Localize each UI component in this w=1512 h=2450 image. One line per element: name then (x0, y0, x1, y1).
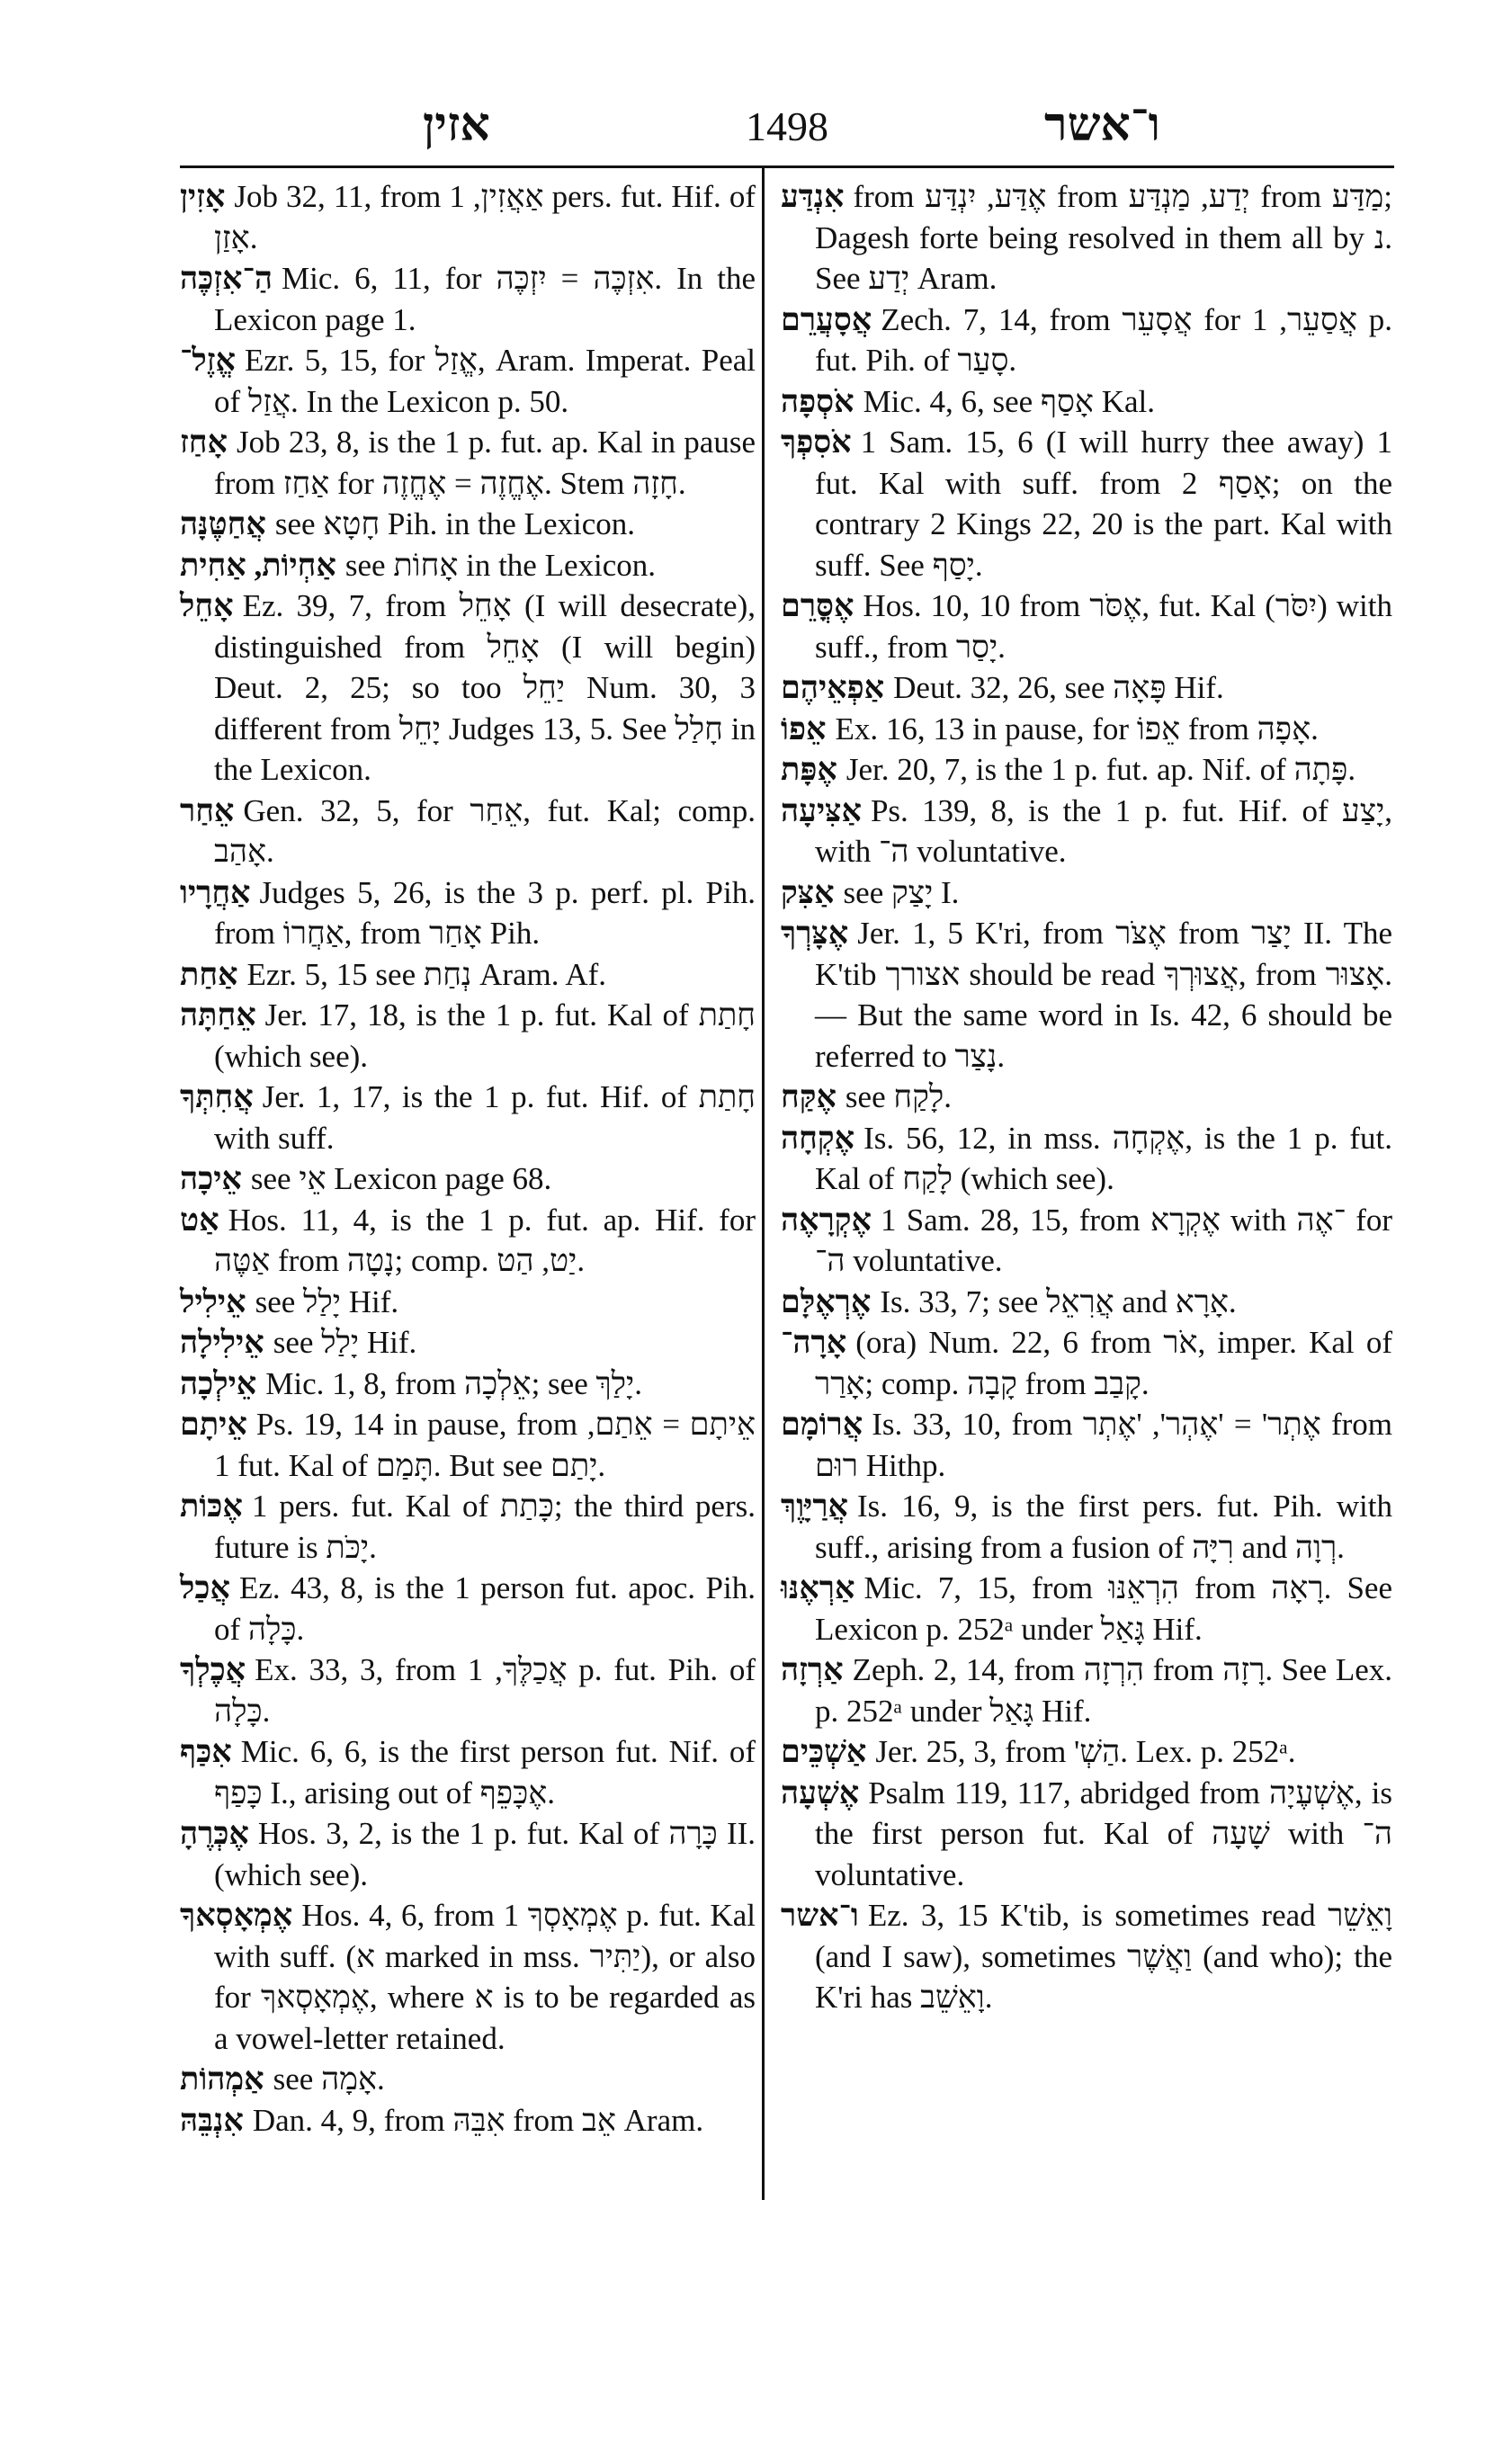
dictionary-entry (781, 422, 1392, 586)
entry-headword: אֲרוֹמָם (781, 1407, 863, 1442)
dictionary-entry (781, 300, 1392, 381)
entry-headword: אֶרְאֶלָּם (781, 1283, 872, 1319)
dictionary-entry (180, 1322, 756, 1364)
entry-definition: see לָקַח. (845, 1079, 952, 1114)
entry-headword: אָזִין (180, 179, 226, 214)
dictionary-entry (781, 1731, 1392, 1773)
entry-definition: 1 Sam. 28, 15, from אֶקְרָא with ־אֶה for ה־ voluntative. (815, 1202, 1393, 1278)
entry-headword: אַפְאֵיהֶם (781, 670, 885, 705)
entry-definition: Ex. 16, 13 in pause, for אֵפוֹ from אָפָה. (835, 711, 1319, 747)
header-rule (180, 165, 1394, 168)
entry-headword: אַצִּיעָה (781, 792, 862, 828)
entry-definition: Mic. 7, 15, from הִרְאֵנּוּ from רָאָה. See Lexicon p. 252ᵃ under גָּאַל Hif. (815, 1570, 1392, 1647)
header-last-word: ו־אשר (1044, 100, 1160, 151)
dictionary-entry (781, 1118, 1392, 1200)
entry-definition: Hos. 11, 4, is the 1 p. fut. ap. Hif. for אַטֶּה from נָטָה; comp. יַט, הַט. (214, 1202, 756, 1278)
entry-headword: אַחֲרָיו (180, 874, 251, 910)
dictionary-entry (781, 1200, 1392, 1282)
entry-headword: אֶפָּת (781, 752, 837, 787)
entry-headword: אֶמְאָסְאךָ (180, 1898, 293, 1933)
entry-definition: 1 pers. fut. Kal of כָּתַת; the third pers. future is יָכֹּת. (214, 1489, 756, 1565)
entry-definition: Ezr. 5, 15, for אֱזַל, Aram. Imperat. Peal of אֲזַל. In the Lexicon p. 50. (214, 343, 756, 419)
entry-headword: אֶקְרָאֶה (781, 1202, 872, 1238)
entry-definition: see יָלַל Hif. (255, 1283, 399, 1319)
entry-definition: Hos. 4, 6, from אֶמְאָסְךָ 1 p. fut. Kal with suff. (א marked in mss. יַתִּיר), or also for אֶמְאָסְאךָ, where א is to be regarded as a vowel-letter retained. (214, 1898, 756, 2056)
dictionary-entry (781, 586, 1392, 667)
entry-headword: אֱזֶל־ (180, 343, 237, 378)
entry-definition: Jer. 25, 3, from 'הַשְׁ. Lex. p. 252ᵃ. (875, 1734, 1296, 1769)
entry-headword: אֶצָּרְךָ (781, 916, 849, 951)
entry-definition: Mic. 4, 6, see אָסַף Kal. (863, 383, 1155, 419)
dictionary-entry (781, 1773, 1392, 1896)
dictionary-entry (180, 1158, 756, 1200)
entry-definition: Dan. 4, 9, from אִבֵּהּ from אֵב Aram. (252, 2102, 704, 2138)
dictionary-entry (180, 1486, 756, 1568)
entry-definition: Judges 5, 26, is the 3 p. perf. pl. Pih. from אַחֲרוֹ, from אָחַר Pih. (214, 874, 756, 951)
entry-definition: see אֵי Lexicon page 68. (250, 1161, 552, 1196)
entry-headword: אֵיכָה (180, 1161, 242, 1196)
dictionary-entry (180, 1200, 756, 1282)
dictionary-entry (180, 1650, 756, 1731)
entry-headword: הַ־אִזְכֶּה (180, 261, 273, 296)
running-header (180, 99, 1394, 155)
entry-definition: Hos. 10, 10 from אֶסֹּר, fut. Kal (יִסֹּר) with suff., from יָסַר. (815, 588, 1392, 665)
header-first-word: אזין (423, 100, 490, 151)
dictionary-entry (180, 422, 756, 504)
entry-definition: (ora) Num. 22, 6 from אֹר, imper. Kal of אָרַר; comp. קָבָה from קָבַב. (815, 1325, 1392, 1401)
entry-definition: Gen. 32, 5, for אֵחַר, fut. Kal; comp. אָהַב. (214, 792, 756, 869)
dictionary-entry (781, 913, 1392, 1077)
entry-definition: Mic. 1, 8, from אֵלְכָה; see יָלַךְ. (265, 1365, 642, 1401)
entry-definition: see יָלַל Hif. (273, 1325, 417, 1360)
entry-definition: see חָטָא Pih. in the Lexicon. (274, 506, 636, 541)
dictionary-entry (180, 545, 756, 586)
entry-headword: אֲרַיָּוֶךְ (781, 1489, 848, 1524)
right-column (781, 176, 1392, 2018)
entry-definition: Ezr. 5, 15 see נְחַת Aram. Af. (246, 956, 607, 992)
dictionary-entry (180, 1077, 756, 1158)
entry-headword: אַמְהוֹת (180, 2061, 264, 2097)
entry-headword: אֵחַר (180, 792, 235, 828)
entry-headword: אֹסְפָה (781, 383, 854, 419)
entry-definition: Job 23, 8, is the 1 p. fut. ap. Kal in pause from אַחַז for אֶחֱזֶה = אֶחֱזֶה. Stem חָזָה. (214, 425, 756, 501)
dictionary-entry (781, 667, 1392, 709)
dictionary-entry (781, 749, 1392, 791)
entry-definition: Ez. 39, 7, from אָחֵל (I will desecrate), distinguished from אָחֵל (I will begin) Deut. 2, 25; so too יַחֵל Num. 30, 3 different from יָחֵל Judges 13, 5. See חָלַל in the Lexicon. (214, 588, 756, 787)
dictionary-entry (781, 1322, 1392, 1404)
dictionary-entry (781, 1650, 1392, 1731)
entry-definition: Ps. 139, 8, is the 1 p. fut. Hif. of יָצַע, with ה־ voluntative. (815, 792, 1392, 869)
entry-definition: Ez. 43, 8, is the 1 person fut. apoc. Pih. of כָּלָה. (214, 1570, 756, 1647)
entry-definition: Mic. 6, 6, is the first person fut. Nif. of כָּפַף I., arising out of אֶכָּפֵף. (214, 1734, 756, 1811)
entry-headword: אֵילְכָה (180, 1365, 257, 1401)
dictionary-entry (781, 1077, 1392, 1118)
entry-headword: אַרְזָה (781, 1652, 844, 1687)
entry-definition: Ez. 3, 15 K'tib, is sometimes read וָאֵשֵׁר (and I saw), sometimes וַאֲשֶׁר (and who); the K'ri has וָאֵשֵׁב. (815, 1898, 1392, 2015)
entry-headword: אָרָה־ (781, 1325, 847, 1360)
entry-definition: Is. 16, 9, is the first pers. fut. Pih. with suff., arising from a fusion of רִיָּה and רְוָה. (815, 1489, 1392, 1565)
page-number: 1498 (746, 103, 828, 149)
dictionary-entry (781, 1568, 1392, 1650)
entry-definition: 1 Sam. 15, 6 (I will hurry thee away) 1 fut. Kal with suff. from אָסַף 2; on the contrary 2 Kings 22, 20 is the part. Kal with suff. See יָסַף. (815, 425, 1392, 583)
dictionary-entry (180, 176, 756, 258)
entry-definition: see יָצַק I. (843, 874, 960, 910)
entry-headword: אֲחִתְּךָ (180, 1079, 254, 1114)
dictionary-entry (180, 2059, 756, 2100)
dictionary-entry (781, 1404, 1392, 1486)
entry-definition: see אָמָה. (273, 2061, 385, 2097)
entry-headword: אַרְאֶנּוּ (781, 1570, 855, 1605)
dictionary-entry (180, 1813, 756, 1895)
dictionary-entry (180, 1282, 756, 1323)
entry-definition: Psalm 119, 117, abridged from אֶשְׁעֶיָה, is the first person fut. Kal of שָׁעָה with ה־ voluntative. (815, 1775, 1392, 1892)
dictionary-entry (781, 176, 1392, 300)
entry-headword: ו־אשר (781, 1898, 859, 1933)
entry-definition: Jer. 17, 18, is the 1 p. fut. Kal of חָתַת (which see). (214, 997, 756, 1074)
entry-headword: אֶקַּח (781, 1079, 837, 1114)
dictionary-entry (180, 1731, 756, 1813)
dictionary-entry (781, 872, 1392, 914)
dictionary-entry (781, 709, 1392, 750)
entry-definition: Ex. 33, 3, from אֲכַלֶּךָ, 1 p. fut. Pih. of כָּלָה. (214, 1652, 756, 1729)
entry-headword: אַשְׁכֵּים (781, 1734, 867, 1769)
dictionary-entry (781, 791, 1392, 872)
entry-headword: אָחֵל (180, 588, 234, 623)
entry-headword: אֵחַתָּה (180, 997, 256, 1033)
entry-headword: אֵילִיל (180, 1283, 246, 1319)
dictionary-entry (180, 1404, 756, 1486)
entry-headword: אֲחַטֶּנָּה (180, 506, 266, 541)
entry-definition: Jer. 20, 7, is the 1 p. fut. ap. Nif. of פָּתָה. (845, 752, 1356, 787)
entry-definition: Ps. 19, 14 in pause, from אֵיתָם = אֵתַם, 1 fut. Kal of תָּמַם. But see יָתַם. (214, 1407, 756, 1483)
dictionary-entry (180, 954, 756, 996)
dictionary-entry (180, 1895, 756, 2059)
entry-headword: אֵפוֹ (781, 711, 827, 747)
entry-headword: אָחַז (180, 425, 228, 460)
entry-headword: אַט (180, 1202, 219, 1238)
column-divider (762, 167, 765, 2200)
dictionary-entry (180, 1364, 756, 1405)
dictionary-entry (180, 340, 756, 422)
entry-headword: אֲסָעֲרֵם (781, 301, 872, 337)
entry-headword: אֶקְחָה (781, 1120, 855, 1156)
entry-headword: אִכַּף (180, 1734, 232, 1769)
dictionary-entry (180, 872, 756, 954)
entry-headword: אַחְיוֹת, אַחִית (180, 547, 336, 583)
entry-headword: אֶכּוֹת (180, 1489, 243, 1524)
dictionary-entry (180, 791, 756, 872)
entry-headword: אִנְדַּע (781, 179, 845, 214)
dictionary-entry (781, 1282, 1392, 1323)
entry-definition: Jer. 1, 5 K'ri, from אֶצֹּר from יָצַר II. The K'tib אצורך should be read אֲצוּרְךָ, from אָצוּר. — But the same word in Is. 42, 6 should be referred to נָצַר. (815, 916, 1392, 1074)
dictionary-entry (180, 258, 756, 340)
entry-headword: אֵיתָם (180, 1407, 247, 1442)
dictionary-entry (180, 504, 756, 545)
entry-headword: אַחַת (180, 956, 238, 992)
dictionary-entry (781, 1895, 1392, 2018)
entry-headword: אֵילִילָה (180, 1325, 264, 1360)
entry-headword: אֲכַל (180, 1570, 230, 1605)
dictionary-entry (180, 586, 756, 791)
entry-definition: Is. 56, 12, in mss. אֶקְחָה, is the 1 p. fut. Kal of לָקַח (which see). (815, 1120, 1393, 1196)
entry-definition: see אָחוֹת in the Lexicon. (344, 547, 657, 583)
entry-headword: אַצִּק (781, 874, 835, 910)
entry-headword: אֶכְּרֶהָ (180, 1816, 249, 1851)
left-column (180, 176, 756, 2141)
entry-definition: Job 32, 11, from אַאֲזִין, 1 pers. fut. Hif. of אָזַן. (214, 179, 756, 255)
entry-definition: Zech. 7, 14, from אֲסָעֵר for אֲסַעֵר, 1 p. fut. Pih. of סָעַר. (815, 301, 1392, 378)
dictionary-entry (180, 995, 756, 1077)
entry-definition: Jer. 1, 17, is the 1 p. fut. Hif. of חָתַת with suff. (214, 1079, 756, 1156)
entry-definition: from אֶדַּע, יִנְדַּע from יְדַע, מַנְדַּע from מַדַּע; Dagesh forte being resolved in them all by נ. See יְדַע Aram. (815, 179, 1392, 296)
entry-definition: Is. 33, 10, from אֶתְר' = 'אֶהְר', 'אֶתְר from רוּם Hithp. (815, 1407, 1392, 1483)
entry-headword: אֹסִפְךָ (781, 425, 852, 460)
entry-headword: אֶשְׁעָה (781, 1775, 860, 1811)
entry-headword: אֶסֳּרֵם (781, 588, 854, 623)
dictionary-entry (180, 2100, 756, 2142)
entry-headword: אִנְבֵּהּ (180, 2102, 244, 2138)
entry-definition: Deut. 32, 26, see פָּאָה Hif. (893, 670, 1224, 705)
dictionary-entry (781, 1486, 1392, 1568)
entry-definition: Hos. 3, 2, is the 1 p. fut. Kal of כָּרָה II. (which see). (214, 1816, 756, 1892)
dictionary-entry (180, 1568, 756, 1650)
entry-definition: Is. 33, 7; see אֲרִאֵל and אָרָא. (880, 1283, 1237, 1319)
entry-definition: Zeph. 2, 14, from הִרְזָה from רָזָה. See Lex. p. 252ᵃ under גָּאַל Hif. (815, 1652, 1392, 1729)
entry-definition: Mic. 6, 11, for אִזְכֶּה = יִזְכֶּה. In the Lexicon page 1. (214, 261, 756, 337)
entry-headword: אֲכֶלְךָ (180, 1652, 246, 1687)
dictionary-entry (781, 381, 1392, 423)
